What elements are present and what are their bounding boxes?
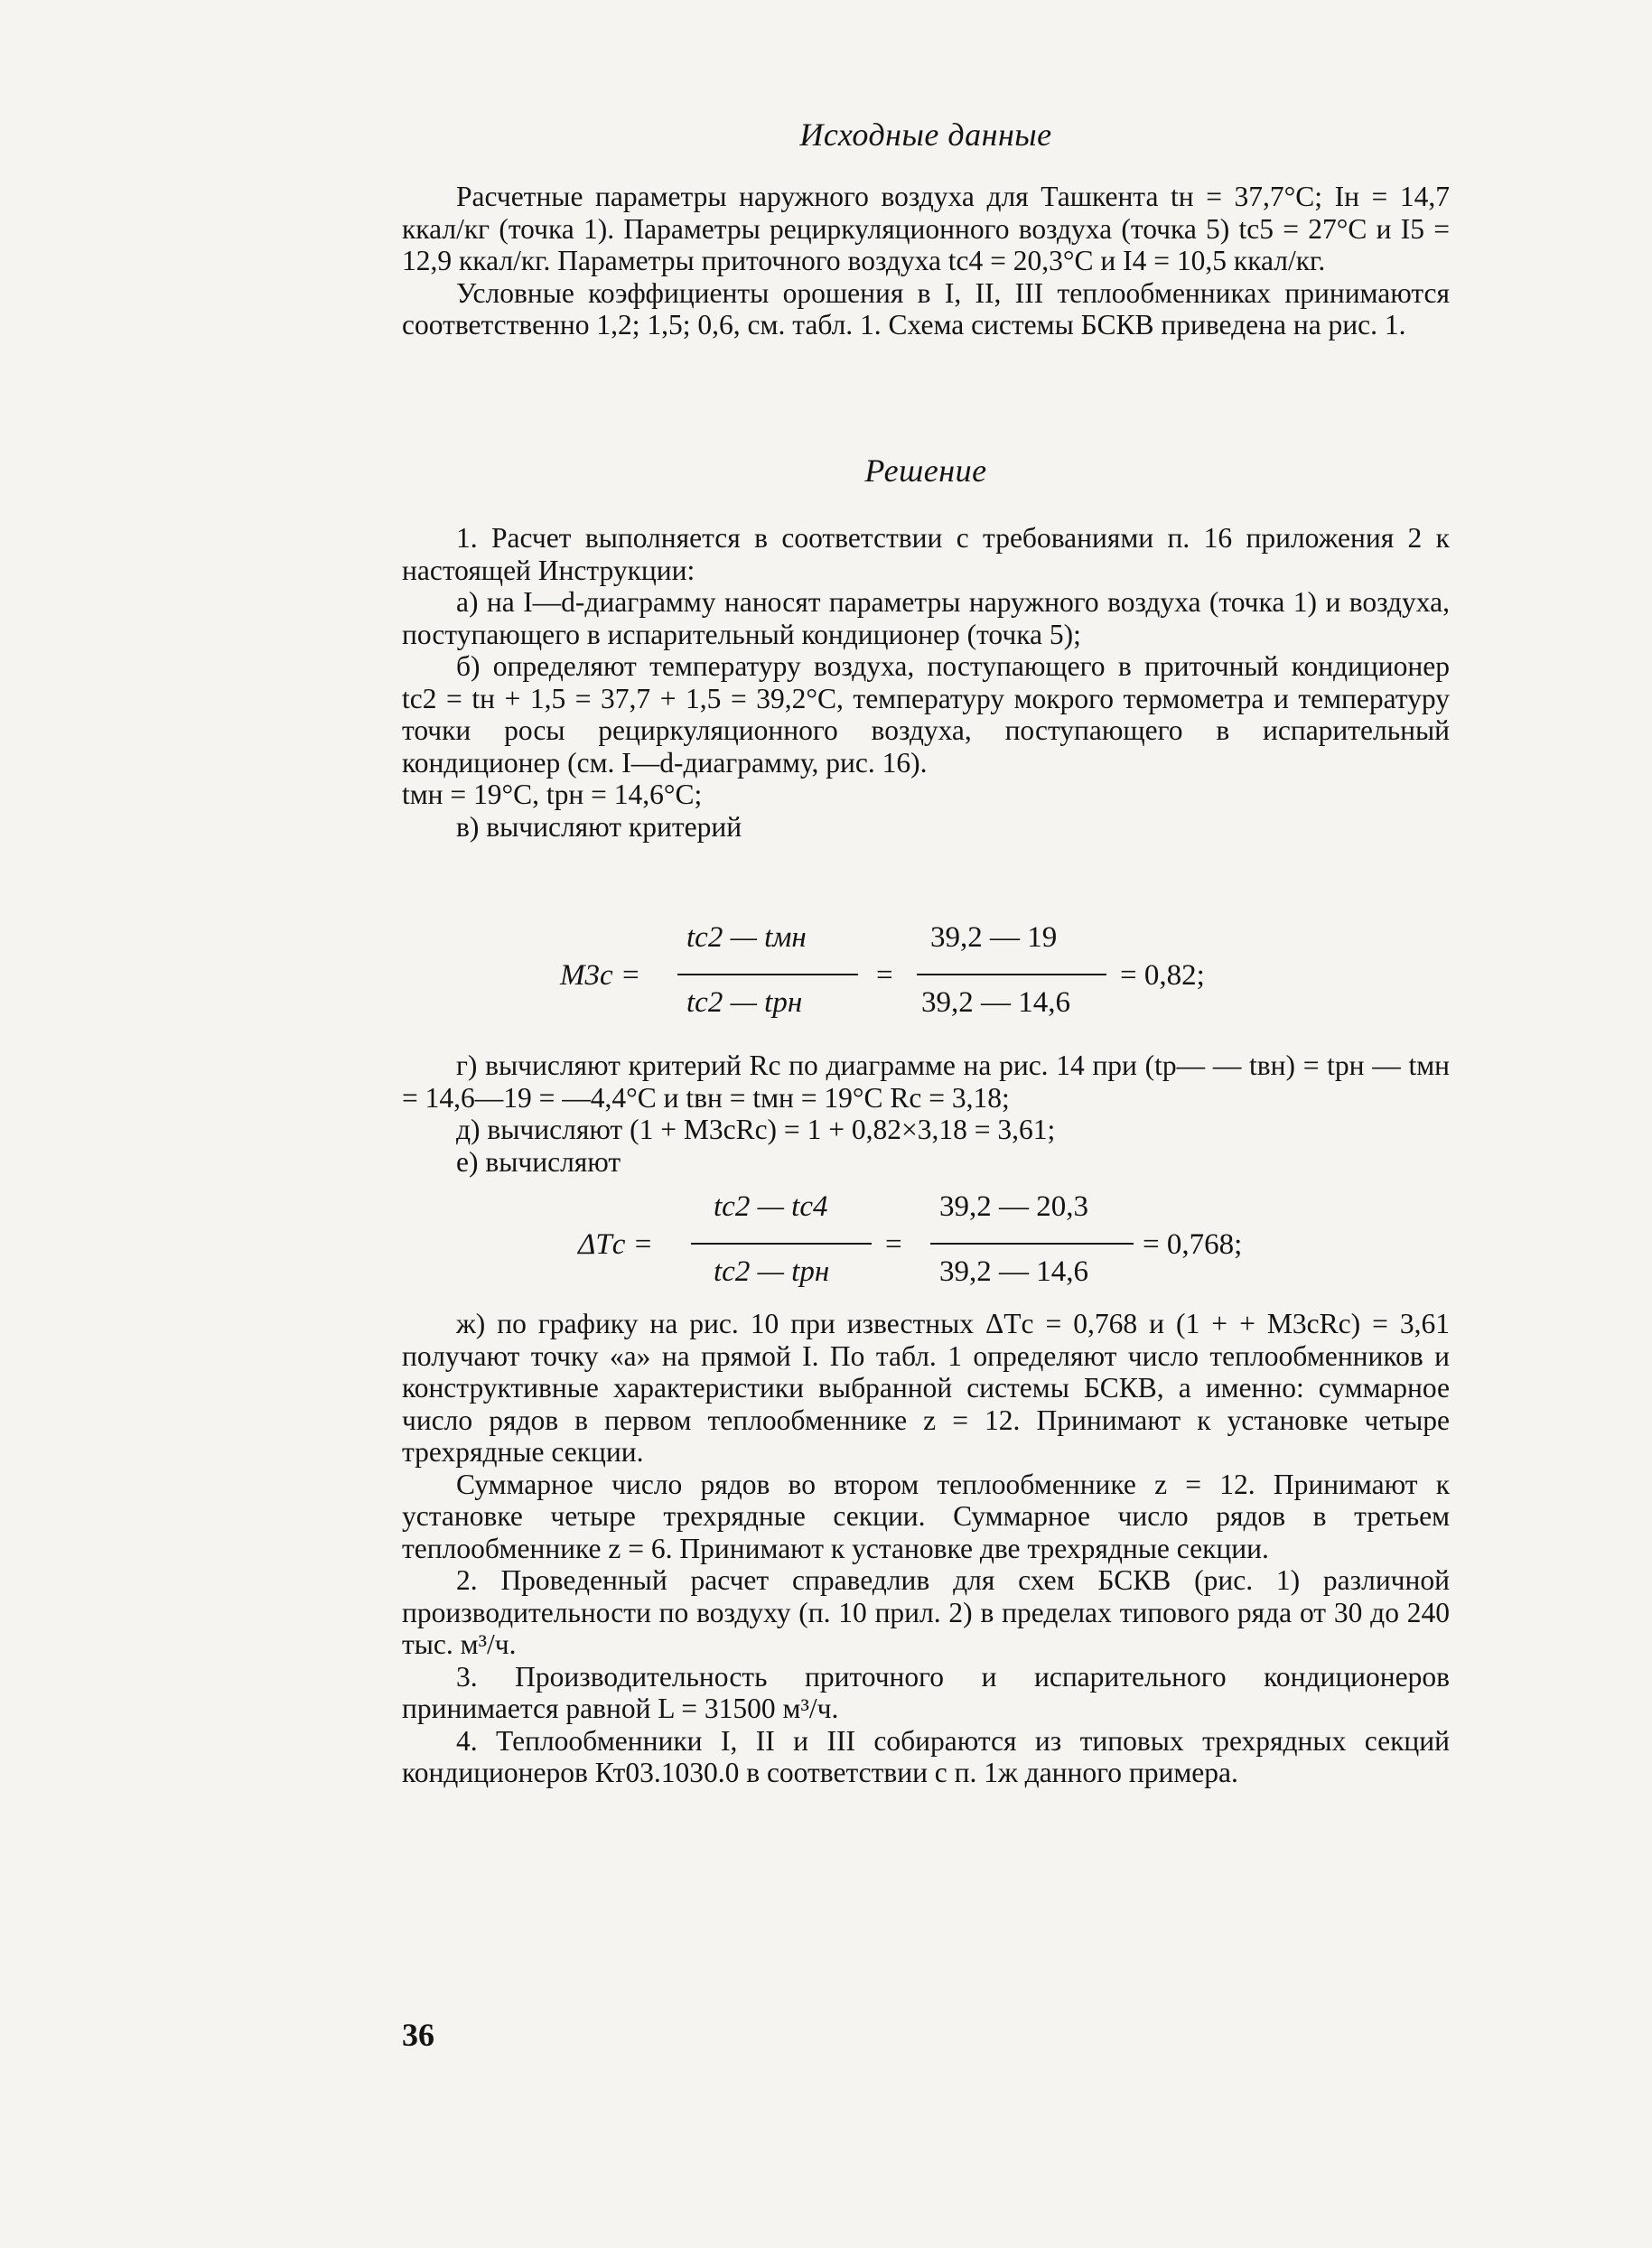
formula1-denominator-symbolic: tс2 — tрн (686, 986, 803, 1019)
formula2-numerator-numeric: 39,2 — 20,3 (939, 1190, 1088, 1223)
step-1g: г) вычисляют критерий Rс по диаграмме на рис. 14 при (tр— — tвн) = tрн — tмн = 14,6—19 = —4,4°C и tвн = tмн = 19°C Rс = 3,18; (402, 1049, 1450, 1114)
step-3: 3. Производительность приточного и испарительного кондиционеров принимается равной L = 31500 м³/ч. (402, 1660, 1450, 1724)
step-1a: а) на I—d-диаграмму наносят параметры наружного воздуха (точка 1) и воздуха, поступающего в испарительный кондиционер (точка 5); (402, 586, 1450, 650)
step-1e: е) вычисляют (456, 1145, 621, 1178)
formula1-denominator-numeric: 39,2 — 14,6 (921, 986, 1070, 1019)
step-1: 1. Расчет выполняется в соответствии с требованиями п. 16 приложения 2 к настоящей Инструкции: (402, 522, 1450, 586)
step-1v: в) вычисляют критерий (456, 810, 742, 843)
heading-input-data: Исходные данные (799, 117, 1052, 153)
formula1-fraction-bar-2 (917, 974, 1106, 975)
formula2-fraction-bar-2 (930, 1243, 1134, 1245)
step-1b-values: tмн = 19°C, tрн = 14,6°C; (402, 779, 703, 810)
step-1d: д) вычисляют (1 + M3сRс) = 1 + 0,82×3,18 = 3,61; (456, 1114, 1056, 1145)
formula1-result: = 0,82; (1120, 959, 1205, 992)
step-2: 2. Проведенный расчет справедлив для схем БСКВ (рис. 1) различной производительности по воздуху (п. 10 прил. 2) в пределах типового ряда от 30 до 240 тыс. м³/ч. (402, 1564, 1450, 1660)
formula2-denominator-symbolic: tс2 — tрн (714, 1255, 830, 1288)
formula2-denominator-numeric: 39,2 — 14,6 (939, 1255, 1088, 1288)
formula-delta-tc (578, 1190, 1301, 1299)
formula2-numerator-symbolic: tс2 — tс4 (714, 1190, 828, 1223)
step-1zh: ж) по графику на рис. 10 при известных ΔTс = 0,768 и (1 + + M3сRс) = 3,61 получают точку «а» на прямой I. По табл. 1 определяют число теплообменников и конструктивные характеристики выбранной системы БСКВ, а именно: суммарное число рядов в первом теплообменнике z = 12. Принимают к установке четыре трехрядные секции. (402, 1308, 1450, 1468)
formula2-lhs: ΔTс = (578, 1228, 653, 1261)
formula1-equals: = (876, 959, 893, 992)
page-number: 36 (402, 2017, 434, 2053)
formula2-equals: = (885, 1228, 902, 1261)
solution-section-top (402, 522, 1450, 843)
formula1-fraction-bar-1 (677, 974, 858, 975)
solution-section-bottom (402, 1308, 1450, 1789)
input-paragraph-2: Условные коэффициенты орошения в I, II, III теплообменниках принимаются соответственно 1,2; 1,5; 0,6, см. табл. 1. Схема системы БСКВ приведена на рис. 1. (402, 276, 1450, 340)
step-1b: б) определяют температуру воздуха, поступающего в приточный кондиционер tс2 = tн + 1,5 = 37,7 + 1,5 = 39,2°C, температуру мокрого термометра и температуру точки росы рециркуляционного воздуха, поступающего в испарительный кондиционер (см. I—d-диаграмму, рис. 16). (402, 650, 1450, 779)
step-1zh-continued: Суммарное число рядов во втором теплообменнике z = 12. Принимают к установке четыре трехрядные секции. Суммарное число рядов в третьем теплообменнике z = 6. Принимают к установке две трехрядные секции. (402, 1468, 1450, 1564)
formula1-numerator-symbolic: tс2 — tмн (686, 921, 807, 954)
solution-section-middle (402, 1049, 1450, 1178)
formula-criterion-m3c (560, 921, 1283, 1030)
heading-solution: Решение (864, 452, 987, 489)
step-4: 4. Теплообменники I, II и III собираются из типовых трехрядных секций кондиционеров Кт03.1030.0 в соответствии с п. 1ж данного примера. (402, 1724, 1450, 1788)
formula2-result: = 0,768; (1143, 1228, 1243, 1261)
formula1-numerator-numeric: 39,2 — 19 (930, 921, 1058, 954)
input-data-section (402, 181, 1450, 341)
input-paragraph-1: Расчетные параметры наружного воздуха для Ташкента tн = 37,7°C; Iн = 14,7 ккал/кг (точка 1). Параметры рециркуляционного воздуха (точка 5) tс5 = 27°C и I5 = 12,9 ккал/кг. Параметры приточного воздуха tс4 = 20,3°C и I4 = 10,5 ккал/кг. (402, 181, 1450, 276)
formula2-fraction-bar-1 (691, 1243, 872, 1245)
formula1-lhs: M3с = (560, 959, 641, 992)
